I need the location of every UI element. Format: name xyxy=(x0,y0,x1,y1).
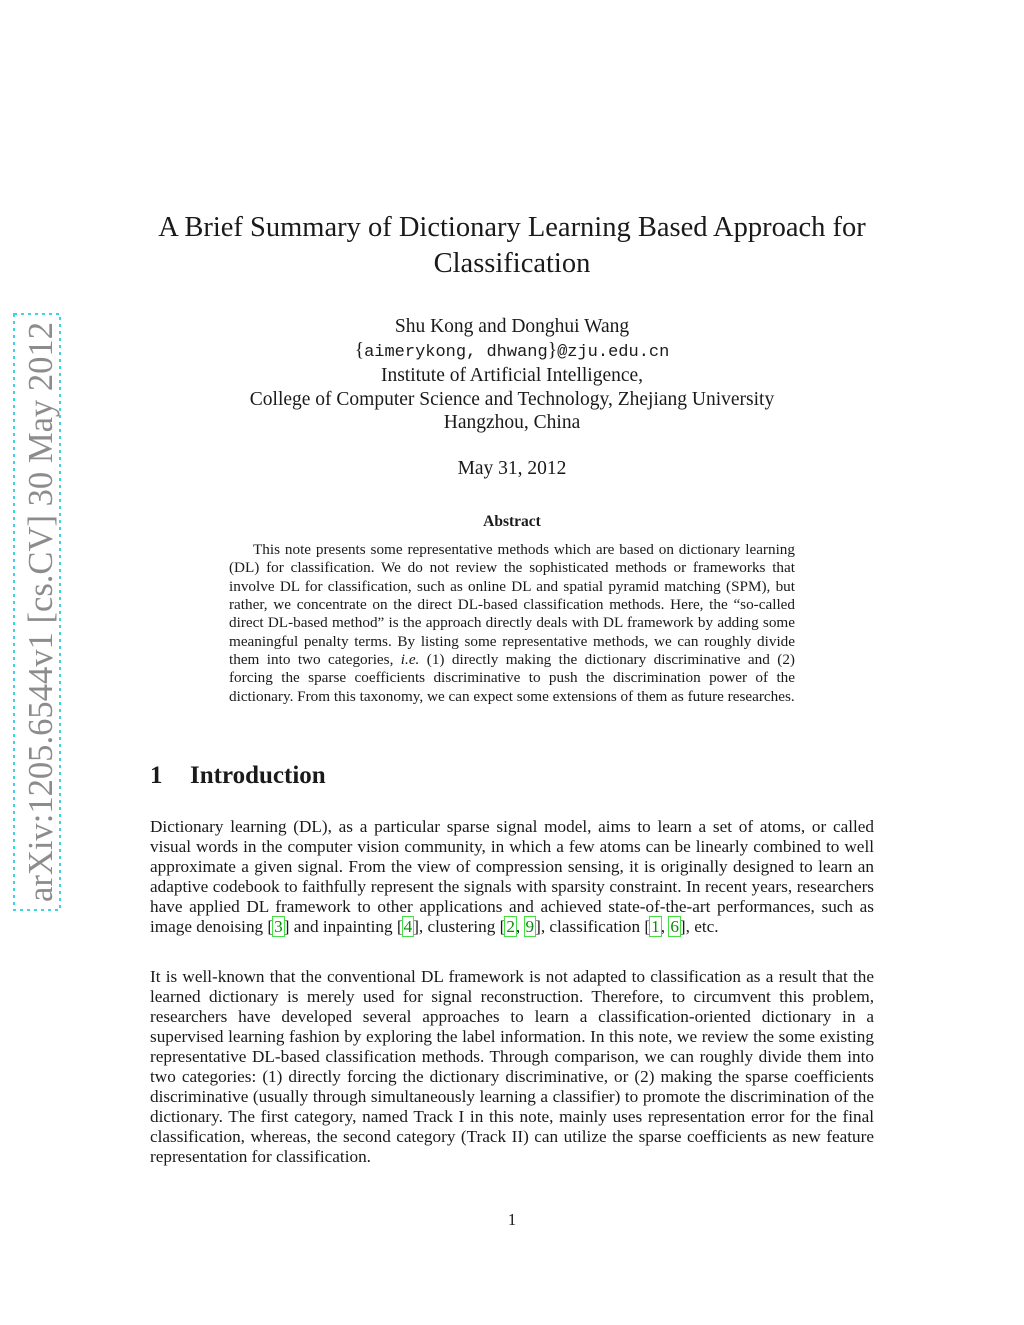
section-heading xyxy=(150,762,326,790)
section-title: Introduction xyxy=(190,762,326,789)
citation-link-1[interactable]: 1 xyxy=(651,917,660,937)
author-email xyxy=(150,339,874,365)
email-brace-open: { xyxy=(354,339,365,361)
intro-text: , xyxy=(660,917,670,937)
email-brace-close: } xyxy=(547,339,558,361)
email-users: aimerykong, dhwang xyxy=(364,342,548,362)
email-domain: @zju.edu.cn xyxy=(557,342,670,362)
abstract-body xyxy=(229,541,795,706)
paper-date: May 31, 2012 xyxy=(457,458,567,479)
abstract-text-part-1: This note presents some representative methods which are based on dictionary learning (DL) for classification. We do not review the sophisticated methods or frameworks that involve DL for classification, such as online DL and spatial pyramid matching (SPM), but rather, we concentrate on the direct DL-based classification methods. Here, the “so-called direct DL-based method” is the approach directly deals with DL framework by adding some meaningful penalty terms. By listing some representative methods, we can roughly divide them into two categories, xyxy=(229,541,795,669)
citation-link-2[interactable]: 2 xyxy=(506,917,515,937)
intro-text: ] and inpainting [ xyxy=(283,917,403,937)
citation-link-9[interactable]: 9 xyxy=(525,917,535,937)
intro-text: , xyxy=(515,917,525,937)
intro-text: Dictionary learning (DL), as a particular sparse signal model, aims to learn a set of atoms, or called visual words in the computer vision community, in which a few atoms can be linearly combined to well approximate a given signal. From the view of compression sensing, it is originally designed to learn an adaptive codebook to faithfully represent the signals with sparsity constraint. In recent years, researchers have applied DL framework to other applications and achieved state-of-the-art performances, such as image denoising [ xyxy=(150,817,874,937)
citation-link-3[interactable]: 3 xyxy=(274,917,283,937)
paper-title: A Brief Summary of Dictionary Learning Based Approach for Classification xyxy=(158,212,866,279)
intro-text: ], etc. xyxy=(679,917,719,937)
author-block xyxy=(150,315,874,435)
affiliation-college: College of Computer Science and Technology, Zhejiang University xyxy=(249,388,775,410)
abstract-text-part-2: (1) directly making the dictionary discriminative and (2) forcing the sparse coefficients discriminative to push the discrimination power of the dictionary. From this taxonomy, we can expect some extensions of them as future researches. xyxy=(229,651,795,705)
affiliation-institute: Institute of Artificial Intelligence, xyxy=(380,365,644,387)
intro-text: ], clustering [ xyxy=(413,917,506,937)
affiliation-location: Hangzhou, China xyxy=(443,412,581,434)
citation-link-6[interactable]: 6 xyxy=(670,917,679,937)
arxiv-stamp[interactable] xyxy=(12,312,62,912)
citation-link-4[interactable]: 4 xyxy=(403,917,413,937)
intro-text: ], classification [ xyxy=(535,917,651,937)
intro-paragraph-2: It is well-known that the conventional DL framework is not adapted to classification as a result that the learned dictionary is merely used for signal reconstruction. Therefore, to circumvent this problem, researchers have developed several approaches to learn a classification-oriented dictionary in a supervised learning fashion by exploring the label information. In this note, we review the some existing representative DL-based classification methods. Through comparison, we can roughly divide them into two categories: (1) directly forcing the dictionary discriminative, or (2) making the sparse coefficients discriminative (usually through simultaneously learning a classifier) to promote the discrimination of the dictionary. The first category, named Track I in this note, mainly uses representation error for the final classification, whereas, the second category (Track II) can utilize the sparse coefficients as new feature representation for classification. xyxy=(150,967,874,1167)
section-number: 1 xyxy=(150,762,163,789)
abstract-ie: i.e. xyxy=(400,651,420,669)
arxiv-stamp-graphic xyxy=(12,312,62,912)
arxiv-stamp-text: arXiv:1205.6544v1 [cs.CV] 30 May 2012 xyxy=(21,314,60,902)
abstract-heading: Abstract xyxy=(483,513,541,530)
author-names: Shu Kong and Donghui Wang xyxy=(394,316,630,337)
page-number: 1 xyxy=(507,1210,517,1229)
intro-paragraph-1 xyxy=(150,817,874,937)
